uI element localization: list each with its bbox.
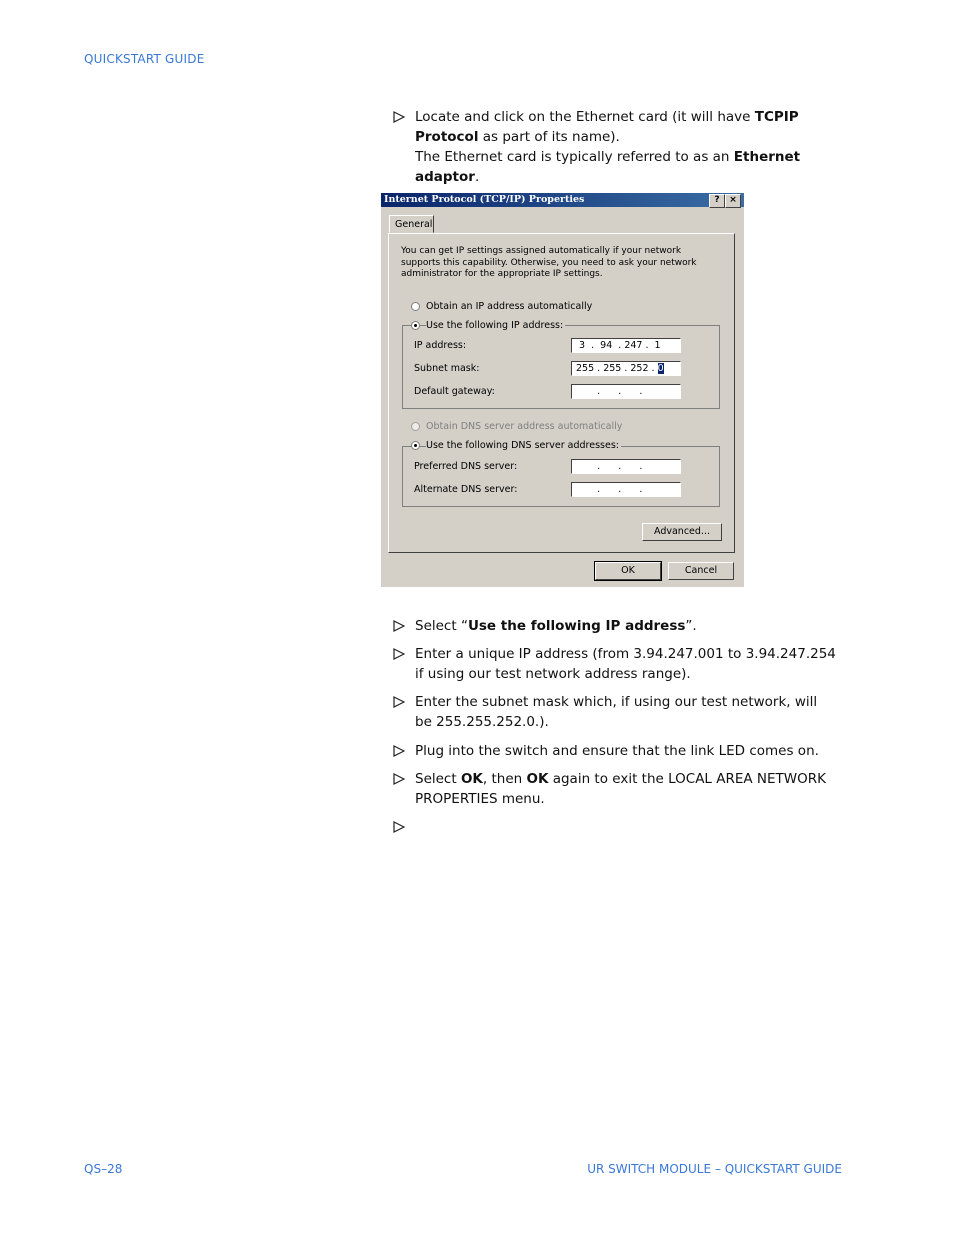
triangle-bullet-icon — [393, 696, 405, 708]
radio-obtain-ip-label: Obtain an IP address automatically — [426, 301, 593, 312]
step-text: , then — [482, 771, 527, 787]
alternate-dns-field[interactable]: . . . — [571, 482, 681, 497]
step-bold-ok-2: OK — [526, 771, 549, 787]
radio-obtain-ip[interactable] — [411, 302, 420, 311]
ip-address-field[interactable]: 3 . 94 . 247 . 1 — [571, 338, 681, 353]
step-plug — [393, 741, 838, 761]
triangle-bullet-icon — [393, 773, 405, 785]
triangle-bullet-icon — [393, 620, 405, 632]
help-button[interactable]: ? — [709, 194, 725, 208]
step-text: Enter the subnet mask which, if using our test network, will be 255.255.252.0.). — [415, 694, 818, 730]
advanced-button[interactable]: Advanced... — [642, 523, 722, 541]
step-text: again to exit the LOCAL AREA NETWORK PROPERTIES menu. — [415, 771, 827, 807]
default-gateway-field[interactable]: . . . — [571, 384, 681, 399]
radio-use-dns[interactable] — [411, 441, 420, 450]
info-text: You can get IP settings assigned automatically if your network supports this capability. Otherwise, you need to ask your network administrator for the appropriate IP settings. — [401, 246, 697, 279]
close-button[interactable]: × — [725, 194, 741, 208]
step-text: Select — [415, 771, 461, 787]
intro-text-2: The Ethernet card is typically referred to as an — [415, 149, 734, 165]
step-text: Enter a unique IP address (from 3.94.247.001 to 3.94.247.254 if using our test network address range). — [415, 646, 836, 682]
step-text: Select “ — [415, 618, 468, 634]
triangle-bullet-icon — [393, 821, 405, 833]
radio-use-ip-label: Use the following IP address: — [426, 320, 564, 331]
radio-use-ip[interactable] — [411, 321, 420, 330]
tcpip-properties-dialog — [381, 193, 744, 587]
intro-step — [393, 107, 838, 187]
ip-address-label: IP address: — [414, 340, 467, 351]
subnet-mask-selected-octet: 0 — [657, 363, 664, 374]
intro-bold-tcpip: TCPIP Protocol — [415, 109, 799, 145]
preferred-dns-field[interactable]: . . . — [571, 459, 681, 474]
triangle-bullet-icon — [393, 111, 405, 123]
triangle-bullet-icon — [393, 648, 405, 660]
radio-obtain-dns-label: Obtain DNS server address automatically — [426, 421, 623, 432]
running-footer: UR SWITCH MODULE – QUICKSTART GUIDE — [587, 1162, 842, 1176]
subnet-mask-label: Subnet mask: — [414, 363, 480, 374]
step-text-end: ”. — [685, 618, 697, 634]
radio-use-dns-label: Use the following DNS server addresses: — [426, 440, 619, 451]
step-enter-ip — [393, 644, 838, 684]
preferred-dns-label: Preferred DNS server: — [414, 461, 518, 472]
radio-obtain-dns[interactable] — [411, 422, 420, 431]
default-gateway-label: Default gateway: — [414, 386, 495, 397]
intro-text-2-end: . — [474, 169, 480, 185]
step-text: Plug into the switch and ensure that the link LED comes on. — [415, 743, 819, 759]
tab-general[interactable]: General — [389, 215, 434, 233]
ok-button[interactable]: OK — [595, 562, 661, 580]
dns-group — [402, 446, 720, 507]
dialog-titlebar — [381, 193, 744, 207]
step-select-ok — [393, 769, 838, 809]
intro-text-cont: as part of its name). — [478, 129, 620, 145]
step-subnet — [393, 692, 838, 732]
page-number: QS–28 — [84, 1162, 123, 1176]
subnet-mask-field[interactable] — [571, 361, 681, 376]
cancel-button[interactable]: Cancel — [668, 562, 734, 580]
intro-text: Locate and click on the Ethernet card (it will have — [415, 109, 755, 125]
dialog-title: Internet Protocol (TCP/IP) Properties — [384, 194, 585, 205]
intro-bold-adaptor: Ethernet adaptor — [415, 149, 801, 185]
subnet-mask-value: 255 . 255 . 252 . — [576, 363, 658, 374]
step-bold: Use the following IP address — [467, 618, 686, 634]
alternate-dns-label: Alternate DNS server: — [414, 484, 518, 495]
running-header: QUICKSTART GUIDE — [84, 52, 205, 66]
general-panel — [388, 233, 735, 553]
step-select-ip — [393, 616, 838, 636]
step-bold-ok: OK — [460, 771, 483, 787]
triangle-bullet-icon — [393, 745, 405, 757]
